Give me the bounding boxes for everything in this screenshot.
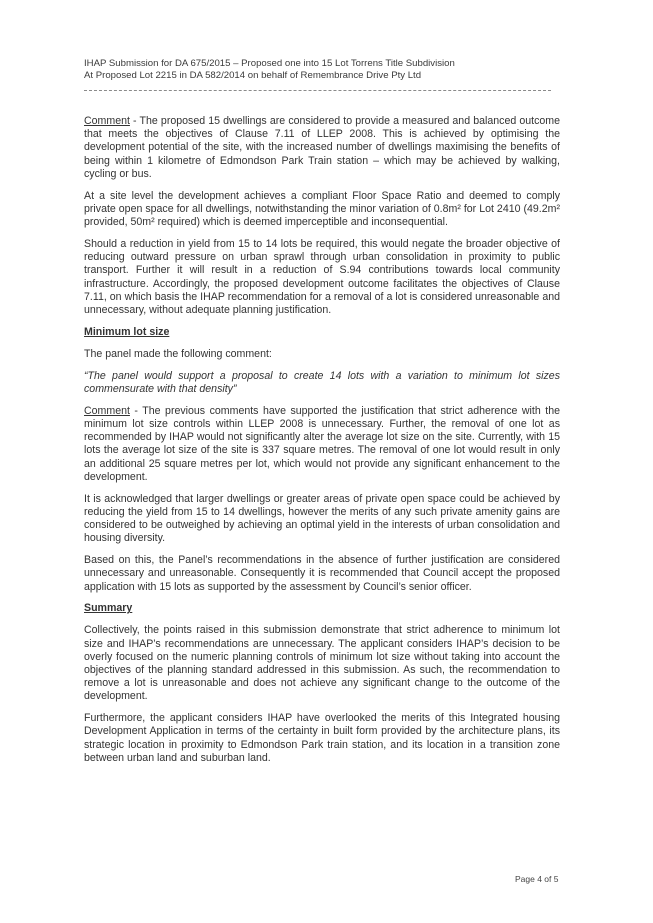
paragraph-recommendation: Based on this, the Panel’s recommendations in the absence of further justification are considered unnecessary and unreasonable. Consequently it is recommended that Council accept the proposed application with 15 lots as supported by the assessment by Council’s senior officer. bbox=[84, 554, 560, 593]
page-number: Page 4 of 5 bbox=[515, 874, 559, 884]
paragraph-summary-2: Furthermore, the applicant considers IHAP have overlooked the merits of this Integrated housing Development Application in terms of the certainty in built form provided by the architecture plans, its strategic location in proximity to Edmondson Park train station, and its location in a transition zone between urban land and suburban land. bbox=[84, 712, 560, 764]
heading-summary: Summary bbox=[84, 602, 133, 615]
comment-label: Comment bbox=[84, 115, 130, 127]
heading-minimum-lot-size: Minimum lot size bbox=[84, 325, 170, 338]
paragraph-comment-2 bbox=[84, 405, 560, 484]
document-body bbox=[84, 115, 560, 774]
paragraph-site-level: At a site level the development achieves a compliant Floor Space Ratio and deemed to comply private open space for all dwellings, notwithstanding the minor variation of 0.8m² for Lot 2410 (49.2m² provided, 50m² required) which is deemed imperceptible and inconsequential. bbox=[84, 189, 560, 229]
panel-quote: “The panel would support a proposal to create 14 lots with a variation to minimum lot sizes commensurate with that density” bbox=[84, 369, 560, 395]
comment-text: - The previous comments have supported the justification that strict adherence with the minimum lot size controls within LLEP 2008 is unnecessary. Further, the removal of one lot as recommended by IHAP would not significantly alter the average lot size on the site. Currently, with 15 lots the average lot size of the site is 337 square metres. The removal of one lot would result in only an additional 25 square metres per lot, which would not provide any significant enhancement to the development. bbox=[84, 404, 560, 483]
page-header bbox=[84, 58, 564, 82]
paragraph-amenity: It is acknowledged that larger dwellings or greater areas of private open space could be achieved by reducing the yield from 15 to 14 dwellings, however the merits of any such private amenity gains are considered to be outweighed by achieving an optimal yield in the interests of urban consolidation and housing diversity. bbox=[84, 492, 560, 545]
header-line-2: At Proposed Lot 2215 in DA 582/2014 on behalf of Remembrance Drive Pty Ltd bbox=[84, 70, 422, 81]
header-divider bbox=[84, 90, 551, 91]
paragraph-comment-1 bbox=[84, 115, 560, 181]
paragraph-yield-reduction: Should a reduction in yield from 15 to 14 lots be required, this would negate the broader objective of reducing outward pressure on urban sprawl through urban consolidation in proximity to public transport. Further it will result in a reduction of S.94 contributions towards local community infrastructure. Accordingly, the proposed development outcome facilitates the objectives of Clause 7.11, on which basis the IHAP recommendation for a removal of a lot is considered unreasonable and unnecessary, without adequate planning justification. bbox=[84, 238, 560, 317]
paragraph-panel-comment: The panel made the following comment: bbox=[84, 347, 272, 360]
comment-label: Comment bbox=[84, 404, 130, 417]
header-line-1: IHAP Submission for DA 675/2015 – Proposed one into 15 Lot Torrens Title Subdivision bbox=[84, 58, 455, 69]
paragraph-summary-1: Collectively, the points raised in this submission demonstrate that strict adherence to minimum lot size and IHAP’s recommendations are unnecessary. The applicant considers IHAP’s decision to be overly focused on the numeric planning controls of minimum lot size without taking into account the objectives of the planning standard addressed in this submission. As such, the recommendation to remove a lot is unreasonable and does not achieve any significant change to the outcome of the development. bbox=[84, 624, 560, 703]
comment-text: - The proposed 15 dwellings are considered to provide a measured and balanced outcome that meets the objectives of Clause 7.11 of LLEP 2008. This is achieved by optimising the development potential of the site, with the increased number of dwellings maximising the benefits of being within 1 kilometre of Edmondson Park Train station – which may be achieved by walking, cycling or bus. bbox=[84, 115, 560, 180]
